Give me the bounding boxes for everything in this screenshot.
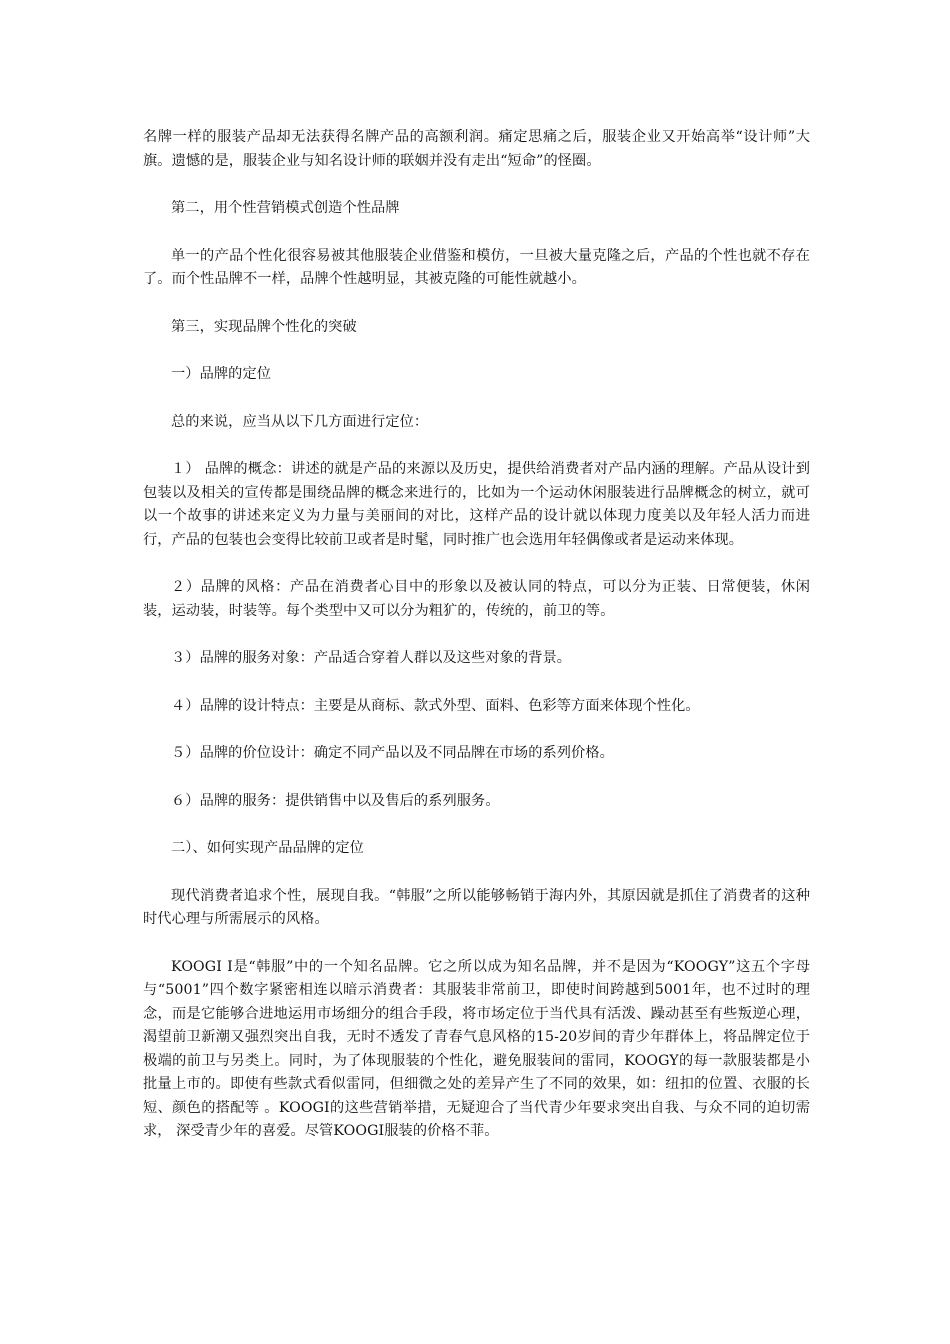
section-heading: 第二，用个性营销模式创造个性品牌	[171, 200, 400, 216]
list-item: ５）品牌的价位设计：确定不同产品以及不同品牌在市场的系列价格。	[171, 745, 614, 761]
paragraph: 总的来说，应当从以下几方面进行定位：	[171, 413, 429, 430]
paragraph: 单一的产品个性化很容易被其他服装企业借鉴和模仿，一旦被大量克隆之后，产品的个性也就不存在了。而个性品牌不一样，品牌个性越明显，其被克隆的可能性就越小。	[143, 247, 810, 287]
list-item: ２）品牌的风格：产品在消费者心目中的形象以及被认同的特点，可以分为正装、日常便装，休闲装，运动装，时装等。每个类型中又可以分为粗犷的，传统的，前卫的等。	[143, 579, 810, 619]
subsection-heading: 二）、如何实现产品品牌的定位	[171, 840, 364, 856]
list-item: ４）品牌的设计特点：主要是从商标、款式外型、面料、色彩等方面来体现个性化。	[171, 697, 700, 714]
section-heading: 第三，实现品牌个性化的突破	[171, 318, 357, 335]
paragraph: 现代消费者追求个性，展现自我。“韩服”之所以能够畅销于海内外，其原因就是抓住了消费者的这种时代心理与所需展示的风格。	[143, 887, 810, 927]
list-item: ３）品牌的服务对象：产品适合穿着人群以及这些对象的背景。	[171, 650, 572, 666]
list-item: ６）品牌的服务：提供销售中以及售后的系列服务。	[171, 792, 500, 809]
paragraph: KOOGI I是“韩服”中的一个知名品牌。它之所以成为知名品牌，并不是因为“KOOGY”这五个字母与“5001”四个数字紧密相连以暗示消费者：其服装非常前卫，即使时间跨越到5001年，也不过时的理念，而是它能够合进地运用市场细分的组合手段，将市场定位于当代具有活泼、躁动甚至有些叛逆心理，渴望前卫新潮又强烈突出自我，无时不透发了青春气息风格的15-20岁间的青少年群体上，将品牌定位于极端的前卫与另类上。同时，为了体现服装的个性化，避免服装间的雷同，KOOGY的每一款服装都是小批量上市的。即使有些款式看似雷同，但细微之处的差异产生了不同的效果，如：纽扣的位置、衣服的长短、颜色的搭配等 。KOOGI的这些营销举措，无疑迎合了当代青少年要求突出自我、与众不同的迫切需求， 深受青少年的喜爱。尽管KOOGI服装的价格不菲。	[143, 958, 810, 1139]
document-body	[143, 126, 810, 1144]
list-item: １） 品牌的概念：讲述的就是产品的来源以及历史，提供给消费者对产品内涵的理解。产品从设计到包装以及相关的宣传都是围绕品牌的概念来进行的，比如为一个运动休闲服装进行品牌概念的树立，就可以一个故事的讲述来定义为力量与美丽间的对比，这样产品的设计就以体现力度美以及年轻人活力而进行，产品的包装也会变得比较前卫或者是时髦，同时推广也会选用年轻偶像或者是运动来体现。	[143, 461, 810, 548]
subsection-heading: 一）品牌的定位	[171, 366, 272, 382]
paragraph: 名牌一样的服装产品却无法获得名牌产品的高额利润。痛定思痛之后，服装企业又开始高举“设计师”大旗。遗憾的是，服装企业与知名设计师的联姻并没有走出“短命”的怪圈。	[143, 129, 810, 169]
